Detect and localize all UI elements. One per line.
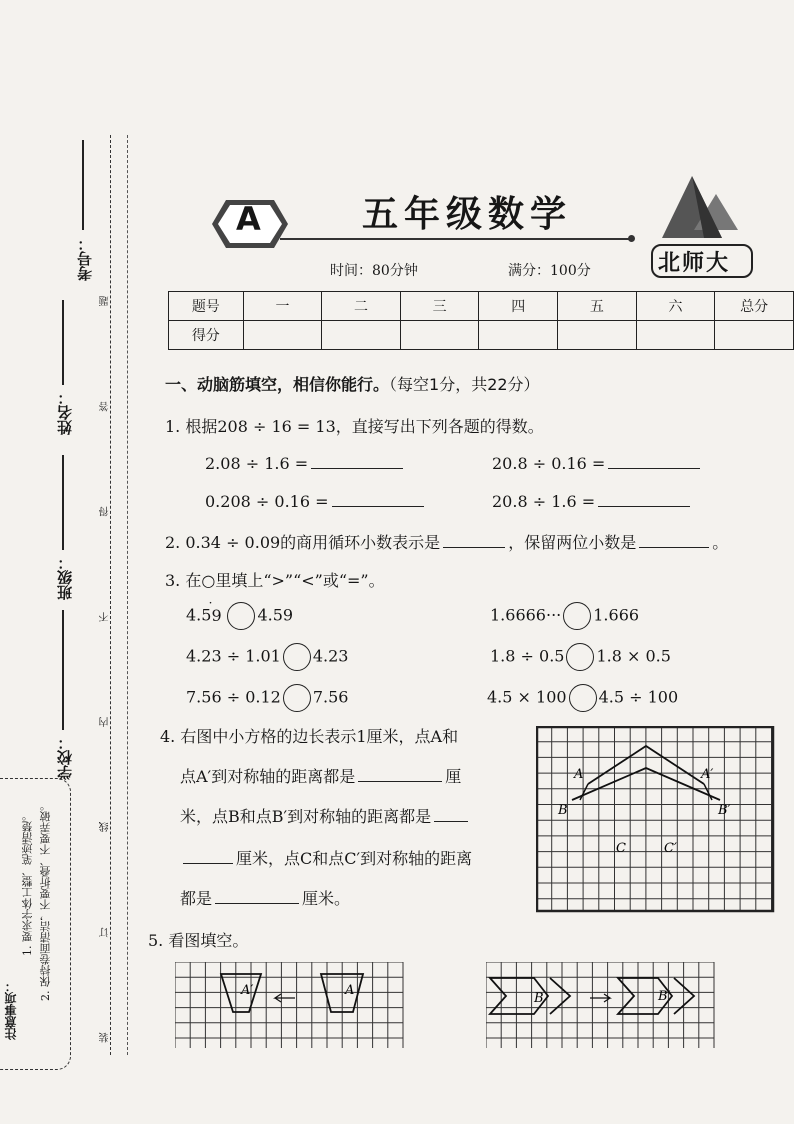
compare-circle[interactable] <box>283 643 311 671</box>
header-rule-dot <box>628 235 635 242</box>
q5-label-A2: A′ <box>241 983 254 998</box>
q3-r2l-left: 4.23 ÷ 1.01 <box>186 646 281 666</box>
school-label: 学校： <box>56 735 74 780</box>
q3-r1l-int: 4.5 <box>186 605 212 625</box>
score-cell[interactable] <box>479 321 558 350</box>
q5-label-B2: B′ <box>658 989 671 1004</box>
page-title: 五年级数学 <box>362 194 573 235</box>
score-cell[interactable] <box>636 321 715 350</box>
q5-right-figure <box>486 962 718 1054</box>
q3-row2-left <box>186 643 348 671</box>
score-cell-header: 六 <box>636 292 715 321</box>
section-1-title: 一、动脑筋填空，相信你能行。 <box>165 375 390 394</box>
q3-row3-left <box>186 684 348 712</box>
name-line[interactable] <box>62 300 64 385</box>
school-line[interactable] <box>62 610 64 730</box>
q2-end: 。 <box>712 533 729 552</box>
q1-a-expr: 2.08 ÷ 1.6 = <box>205 454 309 473</box>
q4-line-3 <box>180 804 471 827</box>
q1-item-c <box>205 492 427 511</box>
q5-label-B: B <box>534 991 544 1006</box>
q3-row1-left <box>186 595 294 630</box>
q5-chevron-left-2 <box>550 978 570 1014</box>
q1-d-blank[interactable] <box>598 505 690 507</box>
q1-a-blank[interactable] <box>311 467 403 469</box>
q1-item-b <box>492 454 703 473</box>
q4-blank-2-cont[interactable] <box>183 862 233 864</box>
class-line[interactable] <box>62 455 64 550</box>
q2-part1: 2. 0.34 ÷ 0.09的商用循环小数表示是 <box>165 533 441 552</box>
q4-label-C2: C′ <box>664 841 677 856</box>
q3-r3r-left: 4.5 × 100 <box>487 687 567 707</box>
q4-line-4 <box>180 846 472 869</box>
q3-r1l-repeat: 9 <box>211 605 222 625</box>
binding-dotted-line-2 <box>127 135 128 1055</box>
compare-circle[interactable] <box>227 602 255 630</box>
name-label: 姓名： <box>56 390 74 435</box>
score-table <box>168 291 794 350</box>
q3-row2-right <box>490 643 671 671</box>
q4-line-2 <box>180 764 461 787</box>
q5-left-arrow-icon <box>275 994 295 1002</box>
full-score: 满分：100分 <box>508 263 591 279</box>
q1-d-expr: 20.8 ÷ 1.6 = <box>492 492 596 511</box>
exam-no-label: 考号： <box>76 236 94 281</box>
q3-row1-right <box>490 602 639 630</box>
note-2: 2. 保持卷面清洁，不要折叠、不要弄破。 <box>39 800 52 1001</box>
q1-b-expr: 20.8 ÷ 0.16 = <box>492 454 606 473</box>
q4-label-A2: A′ <box>701 767 714 782</box>
score-cell-header: 四 <box>479 292 558 321</box>
score-cell[interactable] <box>558 321 637 350</box>
q3-r2r-right: 1.8 × 0.5 <box>596 646 671 666</box>
q1-b-blank[interactable] <box>608 467 700 469</box>
q4-line-5 <box>180 886 350 909</box>
q4-label-B2: B′ <box>718 803 731 818</box>
q3-r1r-left: 1.6666··· <box>490 605 562 625</box>
score-row-label: 得分 <box>169 321 244 350</box>
compare-circle[interactable] <box>563 602 591 630</box>
compare-circle[interactable] <box>283 684 311 712</box>
q1-c-expr: 0.208 ÷ 0.16 = <box>205 492 329 511</box>
score-cell-header: 一 <box>243 292 322 321</box>
q2-blank-2[interactable] <box>639 546 709 548</box>
header-rule <box>280 238 632 240</box>
q3-r2r-left: 1.8 ÷ 0.5 <box>490 646 565 666</box>
q4-l5b: 厘米。 <box>302 889 351 908</box>
score-cell[interactable] <box>243 321 322 350</box>
q4-shape-right-link <box>704 784 712 800</box>
note-1: 1. 要求字体工整、笔迹清楚。 <box>21 810 34 956</box>
q2 <box>165 530 728 553</box>
q4-l2b: 厘 <box>445 767 462 786</box>
q5-left-figure <box>175 962 407 1054</box>
exam-time: 时间：80分钟 <box>330 263 418 279</box>
q4-grid-figure <box>536 726 776 914</box>
score-cell-header: 二 <box>322 292 401 321</box>
score-cell[interactable] <box>715 321 794 350</box>
q3-stem: 3. 在○里填上“>”“<”或“=”。 <box>165 571 385 590</box>
publisher-triangles-icon <box>660 172 740 244</box>
score-cell-header: 五 <box>558 292 637 321</box>
notes-title: 注意事项： <box>4 980 18 1040</box>
exam-no-line[interactable] <box>82 140 84 230</box>
badge-letter: A <box>236 200 261 238</box>
section-1-heading <box>165 372 540 395</box>
q4-label-C: C <box>616 841 626 856</box>
q3-r1l-repeat-dot: · <box>208 595 213 610</box>
q1-item-a <box>205 454 406 473</box>
q3-row3-right <box>487 684 678 712</box>
score-cell-header: 总分 <box>715 292 794 321</box>
q1-stem: 1. 根据208 ÷ 16 = 13，直接写出下列各题的得数。 <box>165 417 544 436</box>
q4-shape-left-link <box>580 784 588 800</box>
class-label: 班级： <box>56 555 74 600</box>
score-cell-header: 三 <box>400 292 479 321</box>
score-cell-header: 题号 <box>169 292 244 321</box>
q4-label-A: A <box>574 767 584 782</box>
q4-l2a: 点A′到对称轴的距离都是 <box>180 767 356 786</box>
q4-l5a: 都是 <box>180 889 213 908</box>
q4-line-1: 4. 右图中小方格的边长表示1厘米，点A和 <box>160 727 459 746</box>
binding-line-text: 装 订 线 内 不 得 答 题 <box>100 250 111 1043</box>
score-table-header-row <box>169 292 794 321</box>
score-cell[interactable] <box>322 321 401 350</box>
q4-l3a: 米，点B和点B′到对称轴的距离都是 <box>180 807 432 826</box>
q1-c-blank[interactable] <box>332 505 424 507</box>
q2-blank-1[interactable] <box>443 546 505 548</box>
publisher-name: 北师大 <box>658 251 731 276</box>
q3-r3l-right: 7.56 <box>312 687 349 707</box>
score-table-score-row <box>169 321 794 350</box>
q3-r1l-right: 4.59 <box>257 605 294 625</box>
q5-label-A: A <box>345 983 355 998</box>
q4-blank-1[interactable] <box>358 780 442 782</box>
q5-stem: 5. 看图填空。 <box>148 931 249 950</box>
q5-right-arrow-icon <box>590 994 610 1002</box>
q3-r3r-right: 4.5 ÷ 100 <box>598 687 679 707</box>
section-1-points: （每空1分，共22分） <box>389 375 540 394</box>
q3-r3l-left: 7.56 ÷ 0.12 <box>186 687 281 707</box>
q1-item-d <box>492 492 693 511</box>
q2-part2: ，保留两位小数是 <box>508 533 637 552</box>
q4-blank-2[interactable] <box>434 820 468 822</box>
compare-circle[interactable] <box>566 643 594 671</box>
q3-r2l-right: 4.23 <box>312 646 349 666</box>
q4-label-B: B <box>558 803 568 818</box>
score-cell[interactable] <box>400 321 479 350</box>
q4-blank-3[interactable] <box>215 902 299 904</box>
q3-r1r-right: 1.666 <box>593 605 640 625</box>
compare-circle[interactable] <box>569 684 597 712</box>
q4-l4a: 厘米，点C和点C′到对称轴的距离 <box>236 849 473 868</box>
